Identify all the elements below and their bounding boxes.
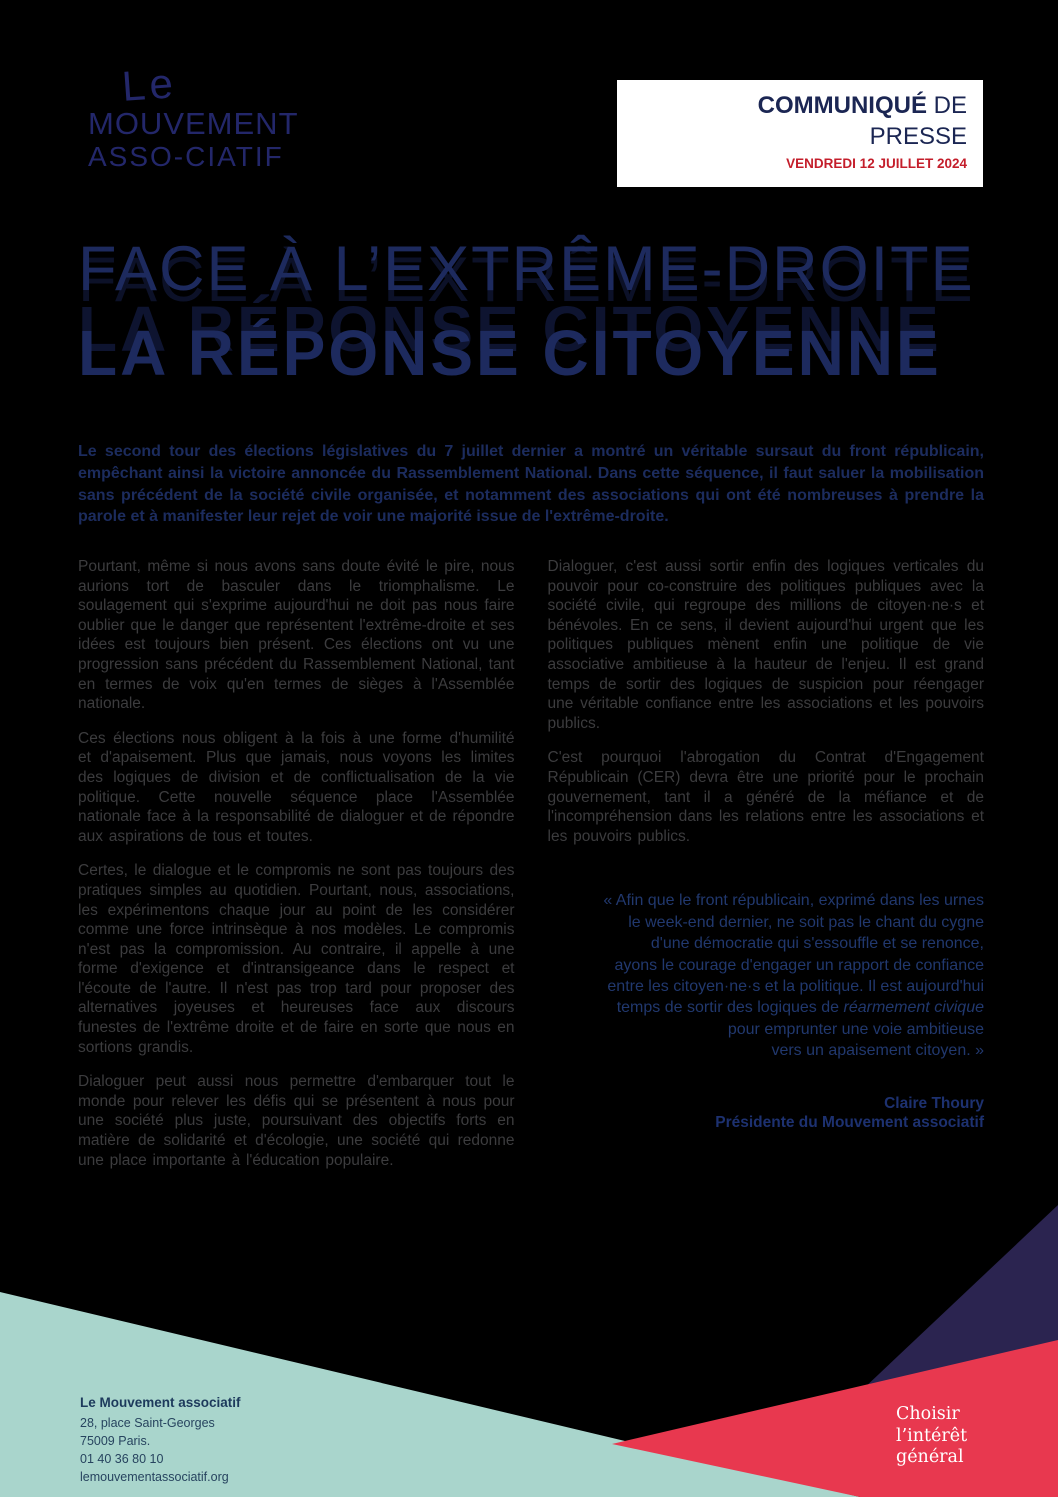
paragraph: Pourtant, même si nous avons sans doute évité le pire, nous aurions tort de basculer dans le triomphalisme. Le soulagement qui s'exprime aujourd'hui ne doit pas nous faire oublier que le danger que représentent l'extrême-droite et ses idées est toujours bien présent. Ces élections ont vu une progression sans précédent du Rassemblement National, tant en termes de voix qu'en termes de sièges à l'Assemblée nationale. <box>78 558 515 713</box>
title-line-2: LA RÉPONSE CITOYENNE <box>78 317 942 389</box>
quote-line: le week-end dernier, ne soit pas le chant du cygne <box>628 913 984 931</box>
press-release-box <box>617 80 983 187</box>
mouvement-associatif-logo <box>88 59 299 172</box>
logo-line-le: Le <box>120 59 179 110</box>
footer-phone: 01 40 36 80 10 <box>80 1452 164 1466</box>
quote-line-prefix: temps de sortir des logiques de <box>616 999 844 1017</box>
paragraph: Dialoguer peut aussi nous permettre d'embarquer tout le monde pour relever les défis qui se présentent à nous pour une société plus juste, poursuivant des objectifs forts en matière de solidarité et d'écologie, une société qui redonne une place importante à l'éducation populaire. <box>78 1073 515 1169</box>
president-quote <box>548 890 985 1061</box>
paragraph: Certes, le dialogue et le compromis ne sont pas toujours des pratiques simples au quotidien. Pourtant, nous, associations, les expérimentons chaque jour au point de les considérer comme une force intrinsèque à nos modèles. Le compromis n'est pas la compromission. Au contraire, il appelle à une forme d'exigence et d'intransigeance dans le respect et l'écoute de l'autre. Il n'est pas trop tard pour proposer des alternatives joyeuses et heureuses face aux discours funestes de l'extrême droite et de faire en sorte que nous en sortions grandis. <box>78 862 515 1056</box>
footer-org-name: Le Mouvement associatif <box>80 1395 241 1410</box>
footer-contact-block <box>80 1394 241 1486</box>
footer-address-line: 28, place Saint-Georges <box>80 1416 215 1430</box>
body-columns <box>78 557 984 1185</box>
slogan-choisir-interet-general <box>896 1404 967 1469</box>
press-release-label <box>633 90 967 121</box>
quote-line: vers un apaisement citoyen. » <box>771 1042 984 1060</box>
footer-website-link[interactable]: lemouvementassociatif.org <box>80 1470 229 1484</box>
footer-address-line: 75009 Paris. <box>80 1434 151 1448</box>
signature-title: Présidente du Mouvement associatif <box>715 1113 984 1131</box>
right-column <box>548 557 985 1185</box>
title-line-1: FACE À L’EXTRÊME-DROITE <box>78 234 975 304</box>
paragraph: Dialoguer, c'est aussi sortir enfin des logiques verticales du pouvoir pour co-construire des politiques publiques avec la société civile, qui regroupe des millions de citoyen·ne·s et bénévoles. En ce sens, il devient aujourd'hui urgent que les politiques publiques mènent enfin une politique de vie associative ambitieuse à la hauteur de l'enjeu. Il est grand temps de sortir des logiques de suspicion pour réengager une véritable confiance entre les associations et les pouvoirs publics. <box>547 558 984 732</box>
slogan-line: général <box>896 1447 964 1467</box>
slogan-line: Choisir <box>896 1404 960 1424</box>
quote-line: d'une démocratie qui s'essouffle et se renonce, <box>650 935 984 953</box>
quote-line: « Afin que le front républicain, exprimé dans les urnes <box>603 892 984 910</box>
quote-line: ayons le courage d'engager un rapport de confiance <box>614 956 984 974</box>
main-title <box>78 233 990 390</box>
presse-text: PRESSE <box>869 123 967 150</box>
slogan-line: l’intérêt <box>896 1425 968 1446</box>
quote-line <box>548 997 985 1018</box>
paragraph: C'est pourquoi l'abrogation du Contrat d'Engagement Républicain (CER) devra être une priorité pour le prochain gouvernement, tant il a généré de la méfiance et de l'incompréhension dans les relations entre les associations et les pouvoirs publics. <box>547 749 984 845</box>
signature-block <box>548 1094 985 1132</box>
de-text: DE <box>926 92 967 119</box>
quote-italic-phrase: réarmement civique <box>843 999 984 1017</box>
communique-bold-text: COMMUNIQUÉ <box>757 92 927 119</box>
press-release-date: VENDREDI 12 JUILLET 2024 <box>786 156 967 171</box>
intro-paragraph: Le second tour des élections législatives du 7 juillet dernier a montré un véritable sursaut du front républicain, empêchant ainsi la victoire annoncée du Rassemblement National. Dans cette séquence, il faut saluer la mobilisation sans précédent de la société civile organisée, et notamment des associations qui ont été nombreuses à prendre la parole et à manifester leur rejet de voir une majorité issue de l'extrême-droite. <box>78 443 984 526</box>
paragraph: Ces élections nous obligent à la fois à une forme d'humilité et d'apaisement. Plus que jamais, nous voyons les limites des logiques de division et de conflictualisation de la vie politique. Cette nouvelle séquence place l'Assemblée nationale face à la responsabilité de dialoguer et de répondre aux aspirations de tous et toutes. <box>78 729 515 845</box>
left-column <box>78 557 515 1185</box>
signature-name: Claire Thoury <box>884 1094 984 1112</box>
quote-line: entre les citoyen·ne·s et la politique. Il est aujourd'hui <box>607 977 984 995</box>
quote-line: pour emprunter une voie ambitieuse <box>727 1020 984 1038</box>
logo-line-associatif: ASSO-CIATIF <box>88 141 284 172</box>
logo-line-mouvement: MOUVEMENT <box>88 106 299 141</box>
